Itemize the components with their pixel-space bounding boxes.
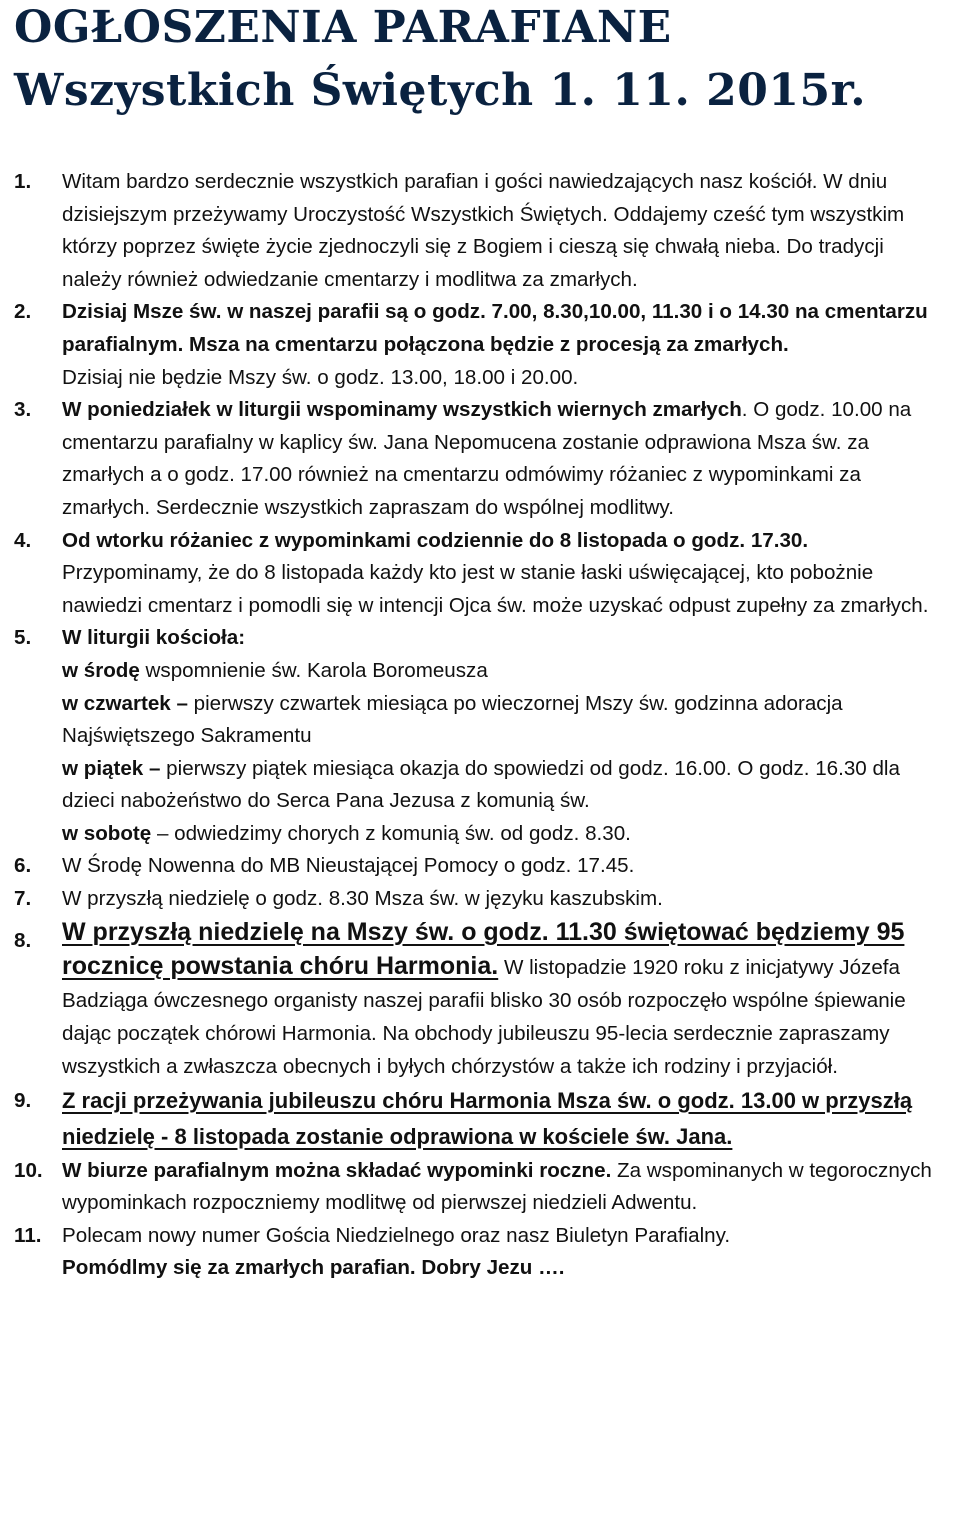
item-bold-text: W przyszłą niedzielę na Mszy św. o godz. 11.30 świętować będziemy 95 rocznicę powstania chóru Harmonia. (62, 917, 905, 980)
item-bold-text: Dzisiaj Msze św. w naszej parafii są o godz. 7.00, 8.30,10.00, 11.30 i o 14.30 na cmentarzu parafialnym. Msza na cmentarzu połączona będzie z procesją za zmarłych. (62, 300, 928, 356)
item-number: 3. (14, 398, 32, 422)
entry-text: pierwszy piątek miesiąca okazja do spowiedzi od godz. 16.00. O godz. 16.30 dla dzieci nabożeństwo do Serca Pana Jezusa z komunią św. (62, 756, 900, 813)
item-text: Za wspominanych w tegorocznych wypominkach rozpoczniemy modlitwę od pierwszej niedzieli Adwentu. (62, 1158, 932, 1215)
entry-day: w sobotę (62, 821, 152, 845)
item-text: Przypominamy, że do 8 listopada każdy kto jest w stanie łaski uświęcającej, kto pobożnie nawiedzi cmentarz i pomodli się w intencji Ojca św. może uzyskać odpust zupełny za zmarłych. (62, 561, 929, 617)
announcement-6 (0, 850, 960, 883)
item-number: 2. (14, 300, 32, 324)
item-number: 4. (14, 528, 32, 552)
page-title (14, 0, 866, 122)
announcement-2 (0, 296, 960, 394)
entry-day: w środę (62, 658, 140, 682)
item-number: 9. (14, 1088, 32, 1112)
announcement-list (0, 166, 960, 1285)
item-bold-text: Pomódlmy się za zmarłych parafian. Dobry Jezu …. (62, 1256, 565, 1280)
item-bold-text: W biurze parafialnym można składać wypominki roczne. (62, 1158, 612, 1182)
item-bold-text: W liturgii kościoła: (62, 626, 246, 650)
announcement-7 (0, 883, 960, 916)
announcement-10 (0, 1155, 960, 1220)
item-text: Polecam nowy numer Gościa Niedzielnego oraz nasz Biuletyn Parafialny. (62, 1223, 731, 1247)
item-number: 10. (14, 1158, 43, 1182)
announcement-5 (0, 622, 960, 850)
announcement-4 (0, 525, 960, 623)
entry-day: w piątek – (62, 756, 161, 780)
item-bold-text: Od wtorku różaniec z wypominkami codziennie do 8 listopada o godz. 17.30. (62, 528, 809, 552)
item-number: 8. (14, 928, 32, 952)
item-number: 7. (14, 887, 32, 911)
item-text: Dzisiaj nie będzie Mszy św. o godz. 13.00, 18.00 i 20.00. (62, 365, 579, 389)
item-number: 1. (14, 170, 32, 193)
item-number: 11. (14, 1223, 42, 1247)
announcement-9 (0, 1083, 960, 1155)
liturgy-entry (62, 818, 946, 851)
item-number: 6. (14, 854, 32, 878)
liturgy-entry (62, 655, 946, 688)
item-bold-text: Z racji przeżywania jubileuszu chóru Harmonia Msza św. o godz. 13.00 w przyszłą niedzielę - 8 listopada zostanie odprawiona w kościele św. Jana. (62, 1087, 913, 1149)
announcement-8 (0, 916, 960, 1083)
announcement-11 (0, 1220, 960, 1285)
item-number: 5. (14, 626, 32, 650)
announcement-3 (0, 394, 960, 524)
item-text: W przyszłą niedzielę o godz. 8.30 Msza św. w języku kaszubskim. (62, 887, 663, 911)
item-text: W listopadzie 1920 roku z inicjatywy Józefa Badziąga ówczesnego organisty naszej parafii blisko 30 osób rozpoczęło wspólne śpiewanie dając początek chórowi Harmonia. Na obchody jubileuszu 95-lecia serdecznie zapraszamy wszystkich a zwłaszcza obecnych i byłych chórzystów a także ich rodziny i przyjaciół. (62, 955, 906, 1078)
liturgy-entry (62, 688, 946, 753)
item-bold-text: W poniedziałek w liturgii wspominamy wszystkich wiernych zmarłych (62, 398, 742, 422)
liturgy-entry (62, 753, 946, 818)
item-text: W Środę Nowenna do MB Nieustającej Pomocy o godz. 17.45. (62, 854, 635, 878)
entry-text: pierwszy czwartek miesiąca po wieczornej Mszy św. godzinna adoracja Najświętszego Sakramentu (62, 691, 843, 748)
entry-day: w czwartek – (62, 691, 188, 715)
entry-text: wspomnienie św. Karola Boromeusza (139, 658, 488, 682)
entry-text: – odwiedzimy chorych z komunią św. od godz. 8.30. (151, 821, 631, 845)
item-text: . O godz. 10.00 na cmentarzu parafialny w kaplicy św. Jana Nepomucena zostanie odprawiona Msza św. za zmarłych a o godz. 17.00 również na cmentarzu odmówimy różaniec z wypominkami za zmarłych. Serdecznie wszystkich zapraszam do wspólnej modlitwy. (62, 398, 912, 519)
item-text: Witam bardzo serdecznie wszystkich parafian i gości nawiedzających nasz kościół. W dniu dzisiejszym przeżywamy Uroczystość Wszystkich Świętych. Oddajemy cześć tym wszystkim którzy poprzez święte życie zjednoczyli się z Bogiem i cieszą się chwałą nieba. Do tradycji należy również odwiedzanie cmentarzy i modlitwa za zmarłych. (62, 170, 905, 291)
title-line-1: OGŁOSZENIA PARAFIANE (14, 2, 672, 53)
announcement-1 (0, 166, 960, 296)
title-line-2: Wszystkich Świętych 1. 11. 2015r. (14, 65, 867, 116)
